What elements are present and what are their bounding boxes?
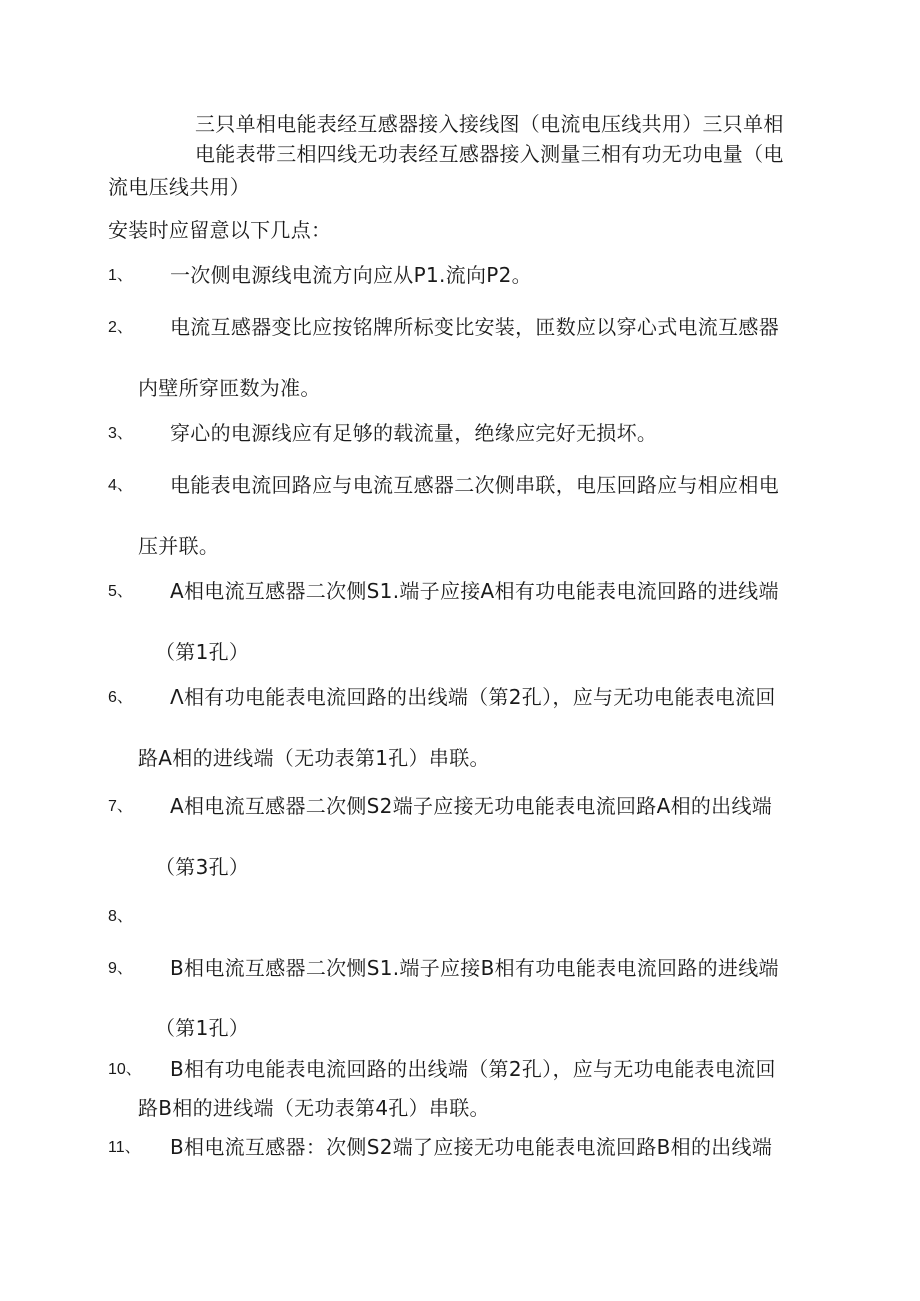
item-11-text: B相电流互感器：次侧S2端了应接无功电能表电流回路B相的出线端 <box>170 1135 773 1159</box>
item-10-number: 10、 <box>108 1061 142 1078</box>
item-2-text: 电流互感器变比应按铭牌所标变比安装，匝数应以穿心式电流互感器 <box>170 315 779 339</box>
item-3-number: 3、 <box>108 425 133 442</box>
item-1-text: 一次侧电源线电流方向应从P1.流向P2。 <box>170 263 532 287</box>
title-line-1: 三只单相电能表经互感器接入接线图（电流电压线共用）三只单相 <box>195 112 784 136</box>
intro-text: 安装时应留意以下几点： <box>108 218 332 242</box>
item-4-text: 电能表电流回路应与电流互感器二次侧串联，电压回路应与相应相电 <box>170 473 779 497</box>
item-2-continuation: 内壁所穿匝数为准。 <box>138 376 321 400</box>
item-4-continuation: 压并联。 <box>138 534 220 558</box>
item-5-number: 5、 <box>108 583 133 600</box>
item-5-text: A相电流互感器二次侧S1.端子应接A相有功电能表电流回路的进线端 <box>170 579 779 603</box>
item-5-continuation: （第1孔） <box>155 640 250 664</box>
item-6-continuation: 路A相的进线端（无功表第1孔）串联。 <box>138 746 490 770</box>
item-7-continuation: （第3孔） <box>155 855 250 879</box>
item-6-text: Λ相有功电能表电流回路的出线端（第2孔），应与无功电能表电流回 <box>170 685 776 709</box>
item-7-number: 7、 <box>108 798 133 815</box>
item-10-continuation: 路B相的进线端（无功表第4孔）串联。 <box>138 1096 490 1120</box>
item-8-number: 8、 <box>108 908 133 925</box>
item-4-number: 4、 <box>108 477 133 494</box>
item-9-continuation: （第1孔） <box>155 1016 250 1040</box>
item-10-text: B相有功电能表电流回路的出线端（第2孔），应与无功电能表电流回 <box>170 1057 776 1081</box>
item-11-number: 11、 <box>108 1139 141 1156</box>
item-9-text: B相电流互感器二次恻S1.端子应接B相有功电能表电流回路的进线端 <box>170 956 779 980</box>
item-2-number: 2、 <box>108 319 133 336</box>
item-7-text: A相电流互感器二次侧S2端子应接无功电能表电流回路A相的出线端 <box>170 794 773 818</box>
title-line-3: 流电压线共用） <box>108 175 251 199</box>
title-line-2: 电能表带三相四线无功表经互感器接入测量三相有功无功电量（电 <box>195 142 784 166</box>
item-6-number: 6、 <box>108 689 133 706</box>
item-9-number: 9、 <box>108 960 133 977</box>
item-1-number: 1、 <box>108 267 133 284</box>
item-3-text: 穿心的电源线应有足够的载流量，绝缘应完好无损坏。 <box>170 421 658 445</box>
